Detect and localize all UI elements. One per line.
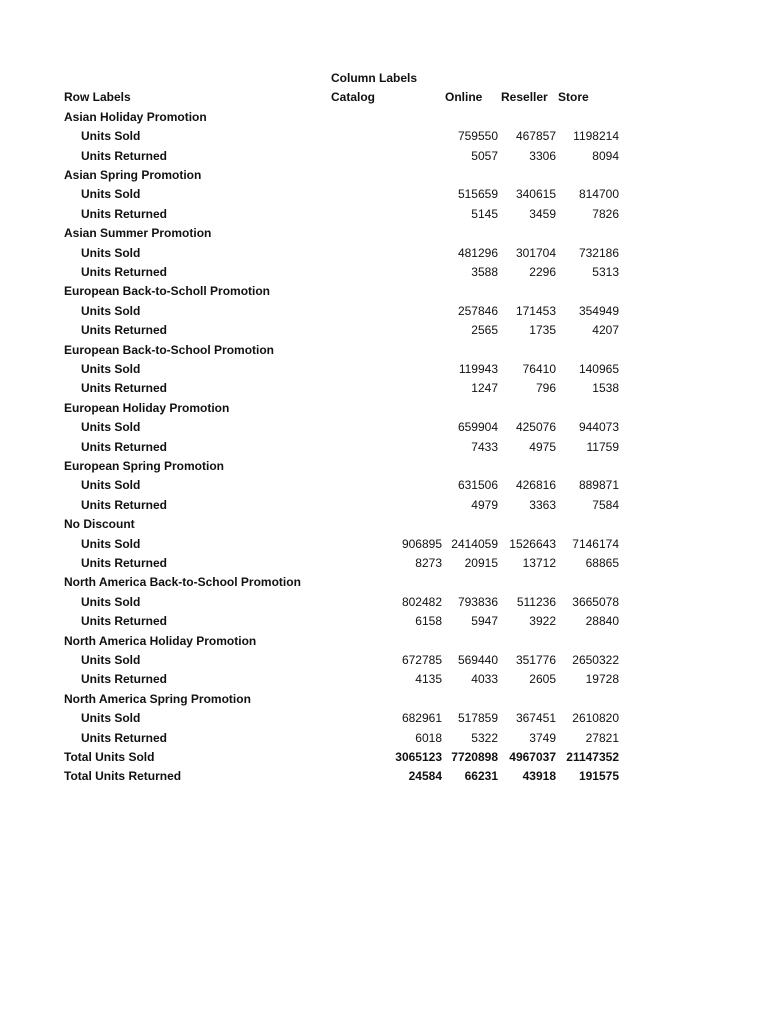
value-cell-catalog <box>332 127 442 146</box>
value-cell-reseller: 13712 <box>522 556 556 570</box>
value-cell-catalog <box>332 321 442 340</box>
value-cell-store <box>557 573 619 592</box>
value-cell-reseller <box>500 166 556 185</box>
row-measure-label: Units Returned <box>81 497 168 512</box>
row-measure-label: Units Returned <box>81 265 168 279</box>
value-cell-store <box>557 282 619 301</box>
value-cell-online: 515659 <box>457 187 498 202</box>
value-cell-catalog <box>332 399 442 418</box>
value-cell-online: 5947 <box>471 614 498 629</box>
value-cell-catalog: 24584 <box>408 769 442 784</box>
row-group-label: No Discount <box>64 517 135 532</box>
value-cell-store: 732186 <box>578 245 619 260</box>
value-cell-reseller: 796 <box>535 381 556 396</box>
value-cell-catalog: 682961 <box>401 711 442 726</box>
value-cell-online: 20915 <box>464 556 498 570</box>
value-cell-store: 7826 <box>592 206 619 221</box>
row-measure-label: Units Sold <box>81 478 141 493</box>
value-cell-store <box>557 108 619 127</box>
value-cell-online <box>442 166 498 185</box>
value-cell-reseller: 1735 <box>529 323 556 338</box>
value-cell-store: 3665078 <box>572 594 619 609</box>
value-cell-catalog <box>332 108 442 127</box>
value-cell-catalog <box>332 341 442 360</box>
row-measure-label: Units Returned <box>81 439 168 454</box>
value-cell-online: 3588 <box>471 265 498 279</box>
value-cell-store <box>557 457 619 476</box>
value-cell-store <box>557 632 619 651</box>
value-cell-online <box>442 224 498 243</box>
value-cell-store: 2610820 <box>572 711 619 726</box>
column-header-store: Store <box>558 90 589 105</box>
value-cell-catalog <box>332 147 442 166</box>
value-cell-reseller: 2605 <box>529 672 556 687</box>
row-measure-label: Units Returned <box>81 730 168 745</box>
value-cell-catalog: 672785 <box>401 653 442 667</box>
value-cell-reseller: 301704 <box>515 245 556 260</box>
value-cell-reseller: 367451 <box>515 711 556 726</box>
value-cell-online: 2414059 <box>451 536 498 551</box>
row-measure-label: Units Sold <box>81 129 141 144</box>
row-measure-label: Units Sold <box>81 303 141 318</box>
row-group-label: European Back-to-School Promotion <box>64 342 275 357</box>
value-cell-reseller: 511236 <box>516 594 556 609</box>
row-group-label: Total Units Sold <box>64 750 155 764</box>
value-cell-online: 257846 <box>457 303 498 318</box>
value-cell-reseller: 43918 <box>522 769 556 784</box>
value-cell-catalog <box>332 438 442 457</box>
row-measure-label: Units Sold <box>81 245 141 260</box>
value-cell-store <box>557 515 619 534</box>
value-cell-reseller <box>500 515 556 534</box>
value-cell-catalog <box>332 379 442 398</box>
value-cell-store: 889871 <box>578 478 619 493</box>
value-cell-online: 1247 <box>471 381 498 396</box>
value-cell-catalog: 6158 <box>415 614 442 629</box>
value-cell-online <box>442 108 498 127</box>
value-cell-reseller: 4975 <box>529 439 556 454</box>
value-cell-reseller <box>500 573 556 592</box>
value-cell-reseller: 4967037 <box>509 750 556 764</box>
value-cell-reseller <box>500 341 556 360</box>
value-cell-catalog <box>332 573 442 592</box>
value-cell-catalog: 3065123 <box>395 750 442 764</box>
value-cell-store: 140965 <box>578 362 619 376</box>
value-cell-catalog <box>332 360 442 379</box>
value-cell-online <box>442 632 498 651</box>
value-cell-catalog <box>332 632 442 651</box>
row-measure-label: Units Returned <box>81 381 168 396</box>
value-cell-catalog <box>332 205 442 224</box>
value-cell-online <box>442 341 498 360</box>
value-cell-store: 8094 <box>592 148 619 163</box>
value-cell-online <box>442 690 498 709</box>
value-cell-online: 517859 <box>457 711 498 726</box>
row-measure-label: Units Sold <box>81 711 141 726</box>
column-header-catalog: Catalog <box>331 90 376 105</box>
value-cell-reseller <box>500 632 556 651</box>
row-labels-header: Row Labels <box>64 90 131 105</box>
row-measure-label: Units Returned <box>81 672 168 687</box>
row-measure-label: Units Returned <box>81 323 168 338</box>
value-cell-reseller <box>500 224 556 243</box>
value-cell-store: 814700 <box>578 187 619 202</box>
value-cell-catalog <box>332 263 442 282</box>
row-measure-label: Units Sold <box>81 536 141 551</box>
value-cell-store: 5313 <box>592 265 619 279</box>
column-labels-header: Column Labels <box>331 71 418 85</box>
row-measure-label: Units Sold <box>81 653 141 667</box>
value-cell-catalog: 906895 <box>401 536 442 551</box>
value-cell-reseller: 340615 <box>515 187 556 202</box>
value-cell-store: 354949 <box>578 303 619 318</box>
value-cell-catalog <box>332 690 442 709</box>
value-cell-store: 11759 <box>586 439 619 454</box>
value-cell-reseller: 3922 <box>529 614 556 629</box>
row-measure-label: Units Sold <box>81 362 141 376</box>
value-cell-store: 27821 <box>585 730 619 745</box>
row-measure-label: Units Sold <box>81 420 141 435</box>
row-group-label: European Holiday Promotion <box>64 400 230 415</box>
value-cell-store <box>557 224 619 243</box>
row-group-label: Total Units Returned <box>64 769 182 784</box>
value-cell-catalog <box>332 302 442 321</box>
value-cell-catalog <box>332 166 442 185</box>
value-cell-catalog <box>332 476 442 495</box>
value-cell-store: 4207 <box>592 323 619 338</box>
value-cell-online: 631506 <box>457 478 498 493</box>
value-cell-store <box>557 399 619 418</box>
value-cell-catalog: 4135 <box>415 672 442 687</box>
value-cell-online <box>442 399 498 418</box>
value-cell-catalog: 6018 <box>415 730 442 745</box>
value-cell-online: 4979 <box>471 497 498 512</box>
value-cell-store: 1198214 <box>573 129 619 144</box>
value-cell-catalog <box>332 457 442 476</box>
value-cell-reseller: 3749 <box>529 730 556 745</box>
value-cell-online: 659904 <box>457 420 498 435</box>
value-cell-reseller: 2296 <box>529 265 556 279</box>
value-cell-reseller <box>500 457 556 476</box>
row-group-label: North America Spring Promotion <box>64 691 251 706</box>
value-cell-online: 7720898 <box>451 750 498 764</box>
value-cell-catalog <box>332 418 442 437</box>
value-cell-reseller: 3306 <box>529 148 556 163</box>
row-measure-label: Units Sold <box>81 187 141 202</box>
value-cell-store: 2650322 <box>572 653 619 667</box>
row-group-label: North America Back-to-School Promotion <box>64 575 301 590</box>
row-group-label: Asian Spring Promotion <box>64 168 202 182</box>
row-group-label: European Spring Promotion <box>64 459 225 473</box>
value-cell-catalog <box>332 282 442 301</box>
value-cell-reseller: 3363 <box>529 497 556 512</box>
value-cell-catalog: 8273 <box>415 556 442 570</box>
value-cell-reseller <box>500 282 556 301</box>
value-cell-online: 759550 <box>457 129 498 144</box>
value-cell-online: 569440 <box>457 653 498 667</box>
value-cell-online <box>442 457 498 476</box>
value-cell-reseller: 1526643 <box>509 536 556 551</box>
value-cell-catalog <box>332 515 442 534</box>
row-group-label: Asian Holiday Promotion <box>64 109 207 124</box>
value-cell-reseller <box>500 690 556 709</box>
value-cell-store: 19728 <box>585 672 619 687</box>
value-cell-store: 28840 <box>585 614 619 629</box>
value-cell-online: 5145 <box>471 206 498 221</box>
value-cell-online: 119943 <box>458 362 498 376</box>
row-measure-label: Units Sold <box>81 594 141 609</box>
value-cell-catalog <box>332 496 442 515</box>
value-cell-reseller <box>500 108 556 127</box>
value-cell-reseller: 171453 <box>515 303 556 318</box>
value-cell-reseller <box>500 399 556 418</box>
value-cell-online <box>442 573 498 592</box>
value-cell-reseller: 76410 <box>522 362 556 376</box>
value-cell-reseller: 426816 <box>515 478 556 493</box>
value-cell-catalog <box>332 244 442 263</box>
value-cell-catalog <box>332 224 442 243</box>
value-cell-online: 481296 <box>457 245 498 260</box>
column-header-reseller: Reseller <box>501 90 548 105</box>
value-cell-online: 2565 <box>471 323 498 338</box>
value-cell-store: 1538 <box>592 381 619 396</box>
value-cell-online: 66231 <box>464 769 498 784</box>
value-cell-online: 793836 <box>457 594 498 609</box>
row-measure-label: Units Returned <box>81 614 168 629</box>
value-cell-online: 5322 <box>471 730 498 745</box>
value-cell-store: 68865 <box>585 556 619 570</box>
row-measure-label: Units Returned <box>81 148 168 163</box>
row-group-label: Asian Summer Promotion <box>64 226 212 241</box>
value-cell-store: 7584 <box>592 497 619 512</box>
value-cell-reseller: 467857 <box>515 129 556 144</box>
value-cell-online <box>442 515 498 534</box>
value-cell-store <box>557 690 619 709</box>
value-cell-reseller: 425076 <box>515 420 556 435</box>
value-cell-online <box>442 282 498 301</box>
value-cell-store: 7146174 <box>572 536 619 551</box>
value-cell-catalog <box>332 185 442 204</box>
value-cell-store <box>557 341 619 360</box>
value-cell-online: 4033 <box>471 672 498 687</box>
value-cell-store: 944073 <box>578 420 619 435</box>
value-cell-store <box>557 166 619 185</box>
row-group-label: North America Holiday Promotion <box>64 633 257 648</box>
value-cell-store: 191575 <box>578 769 619 784</box>
value-cell-reseller: 3459 <box>529 206 556 221</box>
value-cell-online: 7433 <box>471 439 498 454</box>
row-measure-label: Units Returned <box>81 556 168 570</box>
value-cell-catalog: 802482 <box>401 594 442 609</box>
row-measure-label: Units Returned <box>81 206 168 221</box>
value-cell-reseller: 351776 <box>515 653 556 667</box>
value-cell-online: 5057 <box>471 148 498 163</box>
row-group-label: European Back-to-Scholl Promotion <box>64 284 271 299</box>
column-header-online: Online <box>445 90 483 105</box>
value-cell-store: 21147352 <box>566 750 619 764</box>
